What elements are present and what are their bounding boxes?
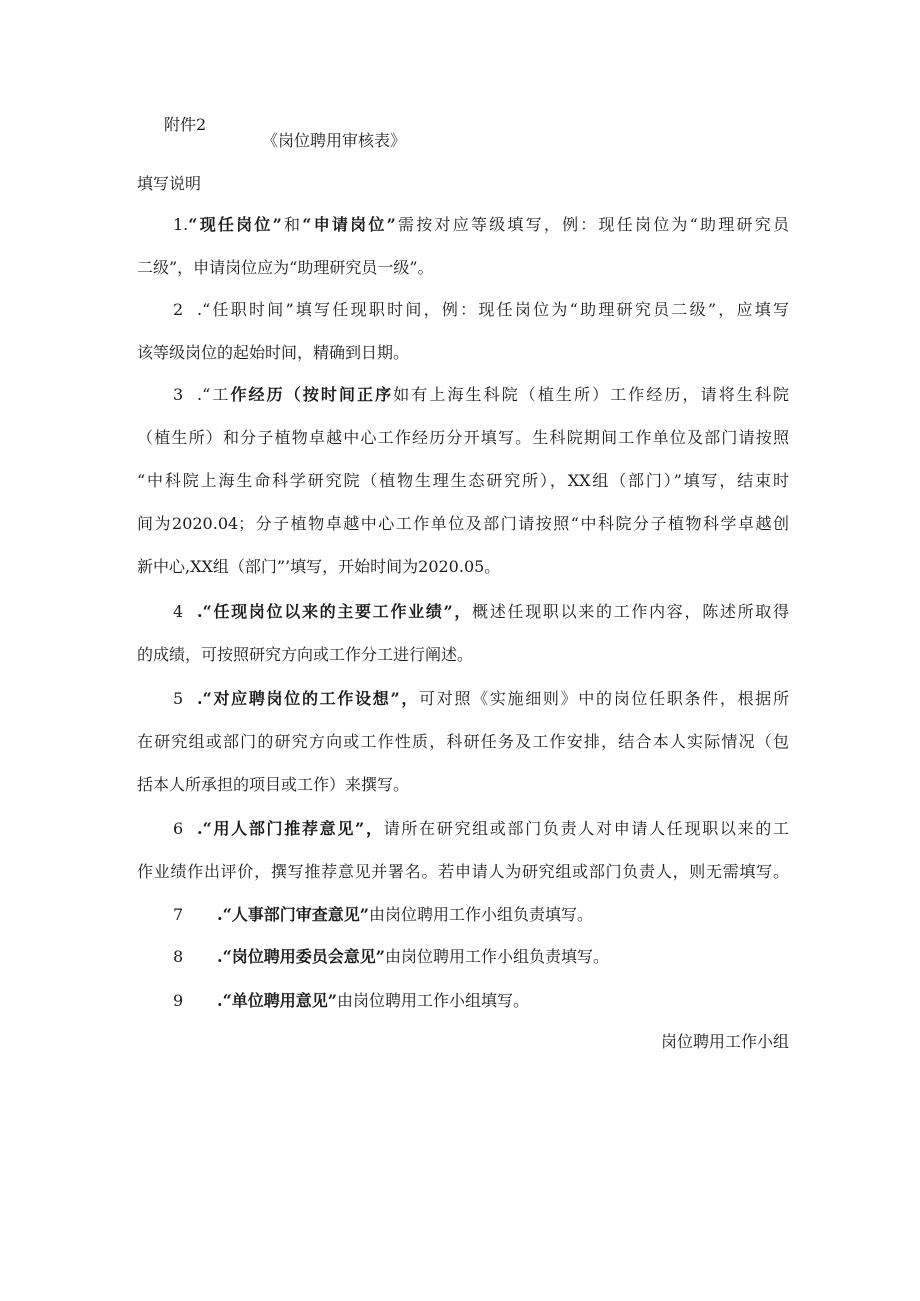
- item-6-line-2: [137, 861, 789, 882]
- item-number: 1.: [173, 215, 189, 234]
- item-3-line-1: [137, 384, 789, 405]
- item-1-line-2: [137, 257, 789, 278]
- text: 由岗位聘用工作小组负责填写。: [384, 947, 609, 966]
- text: 该等级岗位的起始时间，精确到日期。: [137, 343, 410, 362]
- instruction-item-1: [137, 214, 789, 278]
- text-bold: .“人事部门审查意见”: [217, 905, 369, 924]
- item-8-line-1: [137, 946, 789, 967]
- item-2-line-2: [137, 342, 789, 363]
- item-number: 5: [173, 689, 184, 708]
- text-bold: .“用人部门推荐意见”，: [197, 819, 384, 838]
- instruction-item-6: [137, 818, 789, 882]
- item-3-line-3: [137, 470, 789, 491]
- instruction-item-8: [137, 946, 789, 967]
- instruction-item-7: [137, 904, 789, 925]
- item-9-line-1: [137, 990, 789, 1011]
- item-7-line-1: [137, 904, 789, 925]
- instruction-item-3: [137, 384, 789, 577]
- section-heading: 填写说明: [137, 174, 202, 193]
- text: （植生所）和分子植物卓越中心工作经历分开填写。生科院期间工作单位及部门请按照: [137, 428, 789, 447]
- instruction-item-9: [137, 990, 789, 1011]
- text: “中科院上海生命科学研究院（植物生理生态研究所），XX组（部门）”填写，结束时: [137, 471, 789, 490]
- item-number: 8: [173, 947, 184, 966]
- instruction-item-4: [137, 601, 789, 665]
- text: 间为2020.04；分子植物卓越中心工作单位及部门请按照“中科院分子植物科学卓越创: [137, 514, 789, 533]
- item-number: 9: [173, 991, 184, 1010]
- text-bold: “现任岗位”: [188, 215, 282, 234]
- attachment-label: 附件2: [164, 115, 207, 134]
- text: 作业绩作出评价，撰写推荐意见并署名。若申请人为研究组或部门负责人，则无需填写。: [137, 862, 789, 881]
- text: .“任职时间”填写任现职时间，例：现任岗位为“助理研究员二级”，应填写: [197, 300, 789, 319]
- text: 需按对应等级填写，例：现任岗位为“助理研究员: [395, 215, 789, 234]
- item-3-line-5: [137, 556, 789, 577]
- item-5-line-3: [137, 774, 789, 795]
- text: 二级”，申请岗位应为“助理研究员一级”。: [137, 258, 434, 277]
- item-number: 7: [173, 905, 184, 924]
- instruction-item-5: [137, 688, 789, 795]
- text: 的成绩，可按照研究方向或工作分工进行阐述。: [137, 645, 474, 664]
- instruction-item-2: [137, 299, 789, 363]
- signature: 岗位聘用工作小组: [660, 1032, 789, 1051]
- text: 请所在研究组或部门负责人对申请人任现职以来的工: [383, 819, 789, 838]
- item-5-line-2: [137, 731, 789, 752]
- text-bold: 作经历（按时间正序: [230, 385, 394, 404]
- text: 括本人所承担的项目或工作）来撰写。: [137, 775, 410, 794]
- item-4-line-2: [137, 644, 789, 665]
- text: 和: [281, 215, 303, 234]
- text-bold: .“对应聘岗位的工作设想”，: [197, 689, 420, 708]
- text: .“工: [197, 385, 231, 404]
- item-6-line-1: [137, 818, 789, 839]
- text: 如有上海生科院（植生所）工作经历，请将生科院: [393, 385, 789, 404]
- text: 由岗位聘用工作小组填写。: [336, 991, 529, 1010]
- item-number: 4: [173, 602, 184, 621]
- text: 新中心,XX组（部门”’填写，开始时间为2020.05。: [137, 557, 501, 576]
- item-number: 3: [173, 385, 184, 404]
- text: 由岗位聘用工作小组负责填写。: [368, 905, 593, 924]
- item-2-line-1: [137, 299, 789, 320]
- item-number: 6: [173, 819, 184, 838]
- text: 可对照《实施细则》中的岗位任职条件，根据所: [419, 689, 789, 708]
- item-number: 2: [173, 300, 184, 319]
- text: 在研究组或部门的研究方向或工作性质，科研任务及工作安排，结合本人实际情况（包: [137, 732, 789, 751]
- item-5-line-1: [137, 688, 789, 709]
- text: 概述任现职以来的工作内容，陈述所取得: [472, 602, 789, 621]
- item-3-line-2: [137, 427, 789, 448]
- text-bold: .“单位聘用意见”: [217, 991, 337, 1010]
- text-bold: “申请岗位”: [302, 215, 396, 234]
- item-4-line-1: [137, 601, 789, 622]
- item-3-line-4: [137, 513, 789, 534]
- form-title: 《岗位聘用审核表》: [262, 131, 407, 150]
- text-bold: .“任现岗位以来的主要工作业绩”，: [197, 602, 473, 621]
- item-1-line-1: [137, 214, 789, 235]
- text-bold: .“岗位聘用委员会意见”: [217, 947, 385, 966]
